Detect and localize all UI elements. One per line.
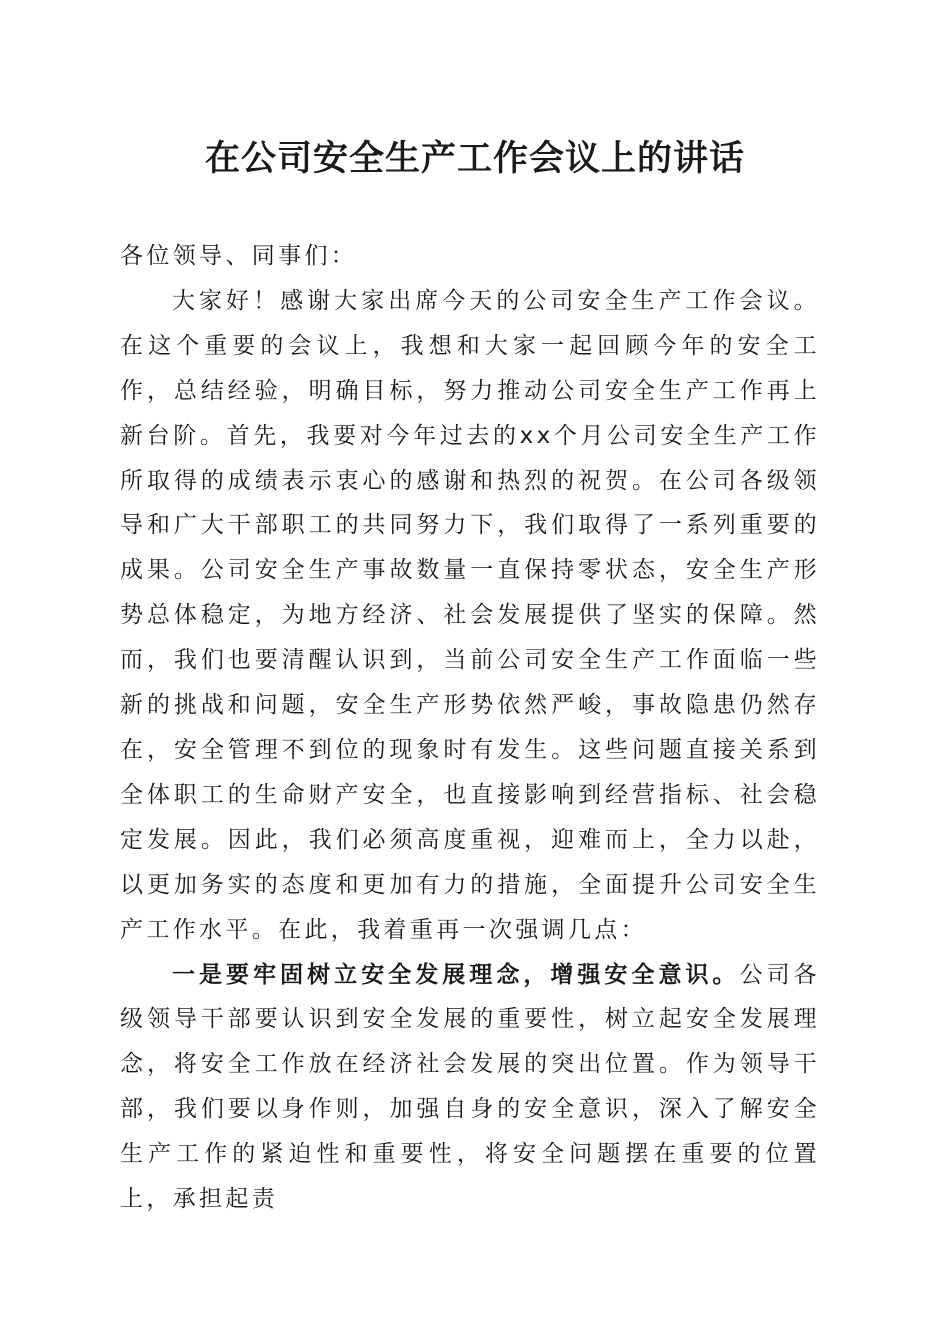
- document-title: 在公司安全生产工作会议上的讲话: [204, 138, 745, 179]
- paragraph-2-lead: 一是要牢固树立安全发展理念，增强安全意识。: [172, 961, 740, 988]
- document-body: [120, 234, 820, 1222]
- paragraph-2-body: 公司各级领导干部要认识到安全发展的重要性，树立起安全发展理念，将安全工作放在经济社会发展的突出位置。作为领导干部，我们要以身作则，加强自身的安全意识，深入了解安全生产工作的紧迫性和重要性，将安全问题摆在重要的位置上，承担起责: [120, 961, 820, 1213]
- salutation: 各位领导、同事们：: [120, 243, 358, 269]
- paragraph-1: 大家好！感谢大家出席今天的公司安全生产工作会议。在这个重要的会议上，我想和大家一起回顾今年的安全工作，总结经验，明确目标，努力推动公司安全生产工作再上新台阶。首先，我要对今年过去的xx个月公司安全生产工作所取得的成绩表示衷心的感谢和热烈的祝贺。在公司各级领导和广大干部职工的共同努力下，我们取得了一系列重要的成果。公司安全生产事故数量一直保持零状态，安全生产形势总体稳定，为地方经济、社会发展提供了坚实的保障。然而，我们也要清醒认识到，当前公司安全生产工作面临一些新的挑战和问题，安全生产形势依然严峻，事故隐患仍然存在，安全管理不到位的现象时有发生。这些问题直接关系到全体职工的生命财产安全，也直接影响到经营指标、社会稳定发展。因此，我们必须高度重视，迎难而上，全力以赴，以更加务实的态度和更加有力的措施，全面提升公司安全生产工作水平。在此，我着重再一次强调几点：: [120, 287, 820, 943]
- paragraph-2: [120, 953, 820, 1222]
